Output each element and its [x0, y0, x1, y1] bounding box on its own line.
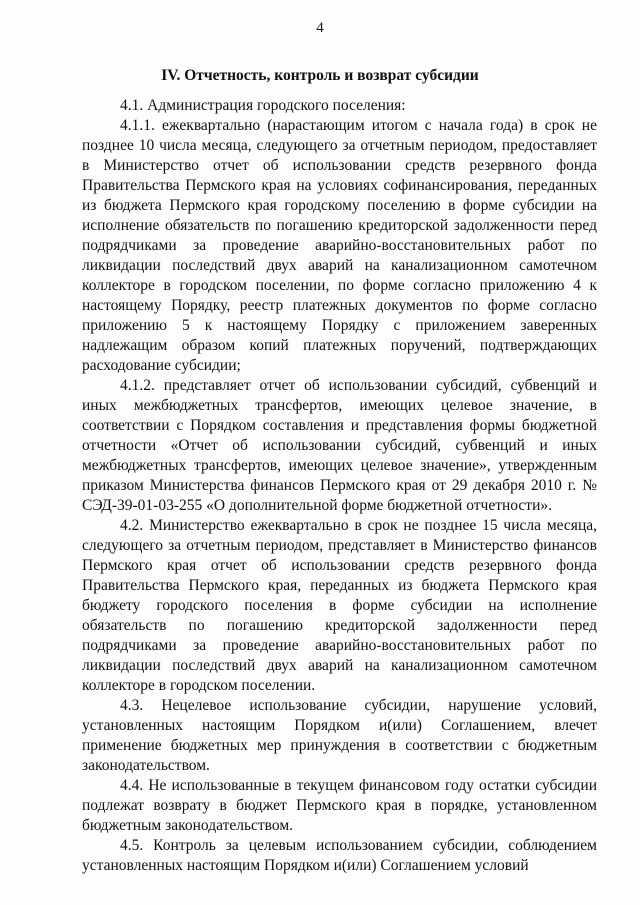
paragraph-4-5: 4.5. Контроль за целевым использованием субсидии, соблюдением установленных настоящим Порядком и(или) Соглашением условий: [82, 837, 597, 874]
section-heading: IV. Отчетность, контроль и возврат субсидии: [161, 67, 479, 84]
paragraph-4-1-2: 4.1.2. представляет отчет об использовании субсидий, субвенций и иных межбюджетных трансфертов, имеющих целевое значение, в соответствии с Порядком составления и представления формы бюджетной отчетности «Отчет об использовании субсидий, субвенций и иных межбюджетных трансфертов, имеющих целевое значение», утвержденным приказом Министерства финансов Пермского края от 29 декабря 2010 г. № СЭД-39-01-03-255 «О дополнительной форме бюджетной отчетности».: [82, 377, 597, 514]
section-body: [82, 96, 597, 876]
paragraph-4-4: 4.4. Не использованные в текущем финансовом году остатки субсидии подлежат возврату в бюджет Пермского края в порядке, установленном бюджетным законодательством.: [82, 777, 597, 834]
paragraph-4-1: 4.1. Администрация городского поселения:: [120, 97, 406, 114]
page-number: 4: [316, 20, 324, 36]
paragraph-4-2: 4.2. Министерство ежеквартально в срок не позднее 15 числа месяца, следующего за отчетным периодом, представляет в Министерство финансов Пермского края отчет об использовании средств резервного фонда Правительства Пермского края, переданных из бюджета Пермского края бюджету городского поселения в форме субсидии на исполнение обязательств по погашению кредиторской задолженности перед подрядчиками за проведение аварийно-восстановительных работ по ликвидации последствий двух аварий на канализационном самотечном коллекторе в городском поселении.: [82, 517, 597, 694]
paragraph-4-1-1: 4.1.1. ежеквартально (нарастающим итогом с начала года) в срок не позднее 10 числа месяца, следующего за отчетным периодом, предоставляет в Министерство отчет об использовании средств резервного фонда Правительства Пермского края на условиях софинансирования, переданных из бюджета Пермского края городскому поселению в форме субсидии на исполнение обязательств по погашению кредиторской задолженности перед подрядчиками за проведение аварийно-восстановительных работ по ликвидации последствий двух аварий на канализационном самотечном коллекторе в городском поселении, по форме согласно приложению 4 к настоящему Порядку, реестр платежных документов по форме согласно приложению 5 к настоящему Порядку с приложением заверенных надлежащим образом копий платежных поручений, подтверждающих расходование субсидии;: [82, 117, 597, 374]
paragraph-4-3: 4.3. Нецелевое использование субсидии, нарушение условий, установленных настоящим Порядком и(или) Соглашением, влечет применение бюджетных мер принуждения в соответствии с бюджетным законодательством.: [82, 697, 597, 774]
